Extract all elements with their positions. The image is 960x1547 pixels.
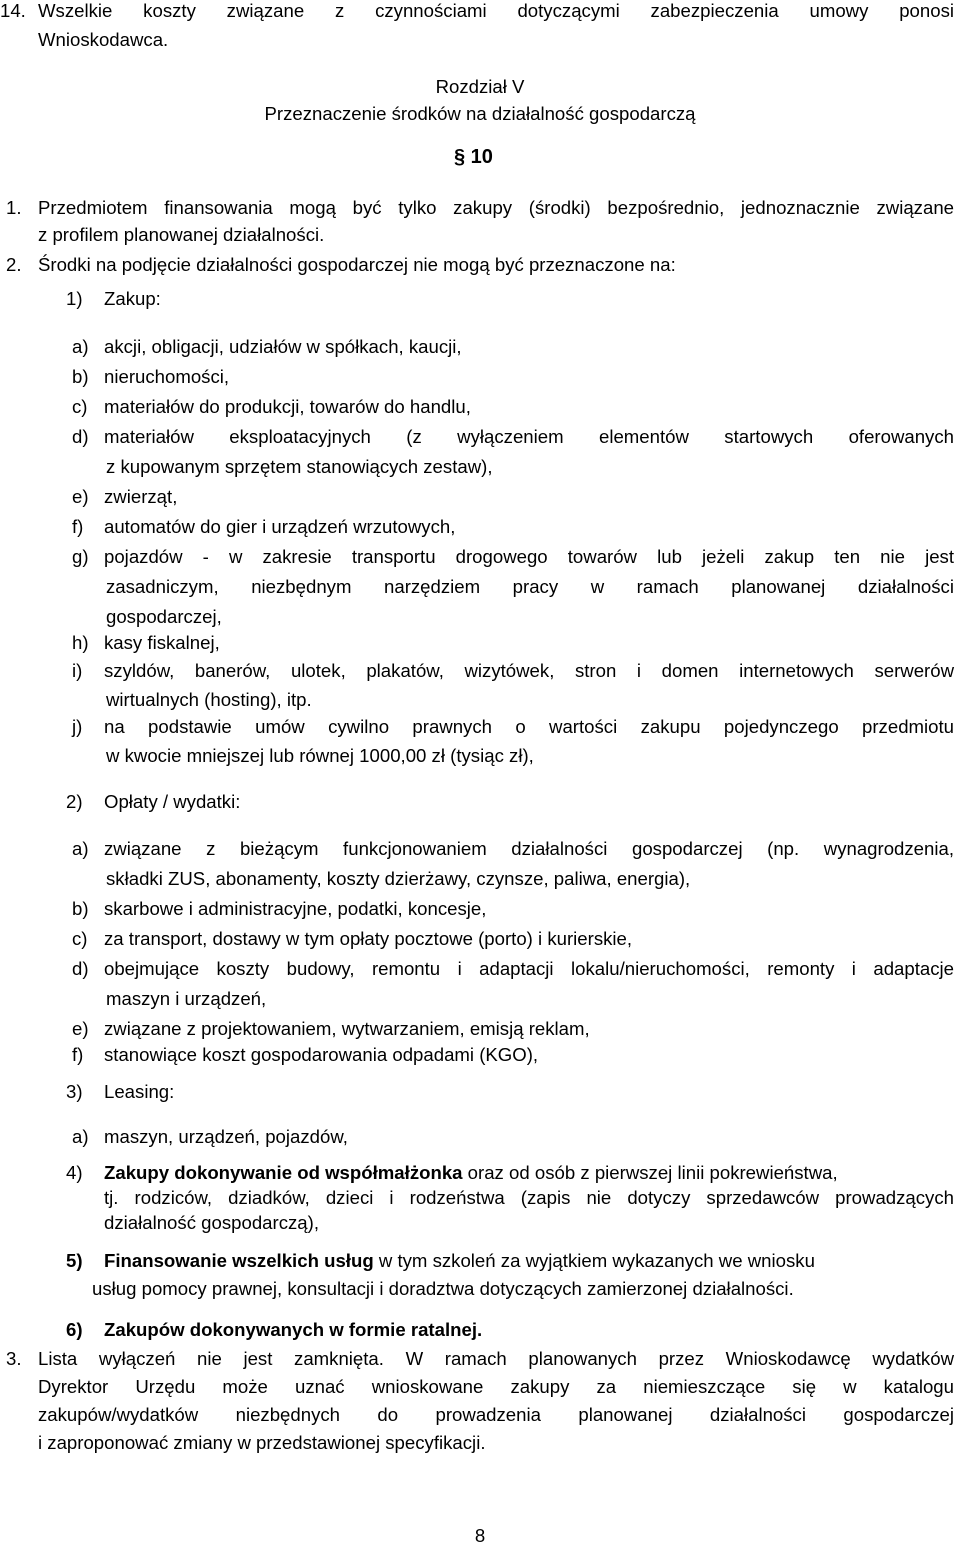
zakup-item-text-continued: w kwocie mniejszej lub równej 1000,00 zł (tysiąc zł), — [106, 745, 534, 766]
point-5-line-1 — [104, 1250, 815, 1272]
oplaty-item-letter: b) — [72, 898, 89, 919]
section-number: § 10 — [454, 146, 493, 168]
zakup-item-text-continued: z kupowanym sprzętem stanowiących zestaw), — [106, 456, 493, 477]
oplaty-item-text-continued: składki ZUS, abonamenty, koszty dzierżawy, czynsze, paliwa, energia), — [106, 868, 691, 889]
paragraph-3-number: 3. — [6, 1348, 22, 1369]
point-4-rest: oraz od osób z pierwszej linii pokrewieństwa, — [462, 1162, 838, 1183]
zakup-item-text: szyldów, banerów, ulotek, plakatów, wizytówek, stron i domen internetowych serwerów — [104, 660, 954, 681]
oplaty-item-letter: a) — [72, 838, 89, 859]
zakup-item-text-continued: gospodarczej, — [106, 606, 222, 627]
chapter-heading: Rozdział V — [435, 76, 525, 97]
zakup-item-text: pojazdów - w zakresie transportu drogowego towarów lub jeżeli zakup ten nie jest — [104, 546, 954, 567]
item-14-line-1: Wszelkie koszty związane z czynnościami dotyczącymi zabezpieczenia umowy ponosi — [38, 0, 954, 21]
zakup-item-letter: b) — [72, 366, 89, 387]
zakup-item-text: materiałów eksploatacyjnych (z wyłączeniem elementów startowych oferowanych — [104, 426, 954, 447]
zakup-title: Zakup: — [104, 288, 161, 309]
zakup-item-letter: j) — [72, 716, 83, 737]
paragraph-2-number: 2. — [6, 254, 22, 275]
zakup-item-letter: d) — [72, 426, 89, 447]
oplaty-item-text: za transport, dostawy w tym opłaty pocztowe (porto) i kurierskie, — [104, 928, 633, 949]
leasing-item-letter: a) — [72, 1126, 89, 1147]
zakup-item-letter: e) — [72, 486, 89, 507]
zakup-item-text: zwierząt, — [104, 486, 178, 507]
point-4-line-3: działalność gospodarczą), — [104, 1212, 319, 1233]
zakup-item-letter: g) — [72, 546, 89, 567]
paragraph-2-line-1: Środki na podjęcie działalności gospodarczej nie mogą być przeznaczone na: — [38, 254, 676, 275]
point-4-line-2: tj. rodziców, dziadków, dzieci i rodzeństwa (zapis nie dotyczy sprzedawców prowadzących — [104, 1187, 954, 1208]
zakup-item-letter: a) — [72, 336, 89, 357]
oplaty-item-text-continued: maszyn i urządzeń, — [106, 988, 267, 1009]
oplaty-item-letter: f) — [72, 1044, 84, 1065]
zakup-number: 1) — [66, 288, 83, 309]
point-4-line-1 — [104, 1162, 954, 1184]
oplaty-item-text: obejmujące koszty budowy, remontu i adaptacji lokalu/nieruchomości, remonty i adaptacje — [104, 958, 954, 979]
item-14-line-2: Wnioskodawca. — [38, 29, 169, 50]
oplaty-item-text: związane z bieżącym funkcjonowaniem działalności gospodarczej (np. wynagrodzenia, — [104, 838, 954, 859]
point-4-bold: Zakupy dokonywanie od współmałżonka — [104, 1162, 463, 1183]
leasing-number: 3) — [66, 1081, 83, 1102]
paragraph-3-line: i zaproponować zmiany w przedstawionej specyfikacji. — [38, 1432, 486, 1453]
oplaty-item-letter: c) — [72, 928, 88, 949]
point-6-text: Zakupów dokonywanych w formie ratalnej. — [104, 1319, 483, 1340]
zakup-item-text: akcji, obligacji, udziałów w spółkach, kaucji, — [104, 336, 462, 357]
page-number: 8 — [474, 1525, 486, 1546]
zakup-item-text-continued: zasadniczym, niezbędnym narzędziem pracy w ramach planowanej działalności — [106, 576, 954, 597]
oplaty-item-letter: d) — [72, 958, 89, 979]
zakup-item-text: kasy fiskalnej, — [104, 632, 220, 653]
zakup-item-letter: c) — [72, 396, 88, 417]
paragraph-3-line: zakupów/wydatków niezbędnych do prowadzenia planowanej działalności gospodarczej — [38, 1404, 954, 1425]
oplaty-item-text: skarbowe i administracyjne, podatki, koncesje, — [104, 898, 487, 919]
zakup-item-text: automatów do gier i urządzeń wrzutowych, — [104, 516, 456, 537]
oplaty-item-letter: e) — [72, 1018, 89, 1039]
zakup-item-letter: i) — [72, 660, 83, 681]
zakup-item-letter: h) — [72, 632, 89, 653]
point-5-rest: w tym szkoleń za wyjątkiem wykazanych we wniosku — [373, 1250, 815, 1271]
point-5-bold: Finansowanie wszelkich usług — [104, 1250, 374, 1271]
paragraph-1-line-1: Przedmiotem finansowania mogą być tylko zakupy (środki) bezpośrednio, jednoznacznie związane — [38, 197, 954, 218]
oplaty-title: Opłaty / wydatki: — [104, 791, 241, 812]
zakup-item-text-continued: wirtualnych (hosting), itp. — [106, 689, 312, 710]
point-6-number: 6) — [66, 1319, 83, 1340]
paragraph-3-line: Lista wyłączeń nie jest zamknięta. W ramach planowanych przez Wnioskodawcę wydatków — [38, 1348, 954, 1369]
paragraph-1-number: 1. — [6, 197, 22, 218]
zakup-item-text: nieruchomości, — [104, 366, 230, 387]
point-4-number: 4) — [66, 1162, 83, 1183]
item-14-number: 14. — [0, 0, 26, 21]
oplaty-item-text: stanowiące koszt gospodarowania odpadami (KGO), — [104, 1044, 539, 1065]
oplaty-number: 2) — [66, 791, 83, 812]
point-5-number: 5) — [66, 1250, 83, 1271]
oplaty-item-text: związane z projektowaniem, wytwarzaniem, emisją reklam, — [104, 1018, 590, 1039]
zakup-item-letter: f) — [72, 516, 84, 537]
zakup-item-text: na podstawie umów cywilno prawnych o wartości zakupu pojedynczego przedmiotu — [104, 716, 954, 737]
paragraph-3-line: Dyrektor Urzędu może uznać wnioskowane zakupy za niemieszczące się w katalogu — [38, 1376, 954, 1397]
leasing-title: Leasing: — [104, 1081, 175, 1102]
paragraph-1-line-2: z profilem planowanej działalności. — [38, 224, 325, 245]
zakup-item-text: materiałów do produkcji, towarów do handlu, — [104, 396, 471, 417]
leasing-item-text: maszyn, urządzeń, pojazdów, — [104, 1126, 348, 1147]
chapter-title: Przeznaczenie środków na działalność gospodarczą — [264, 103, 696, 124]
point-5-line-2: usług pomocy prawnej, konsultacji i doradztwa dotyczących zamierzonej działalności. — [92, 1278, 794, 1299]
